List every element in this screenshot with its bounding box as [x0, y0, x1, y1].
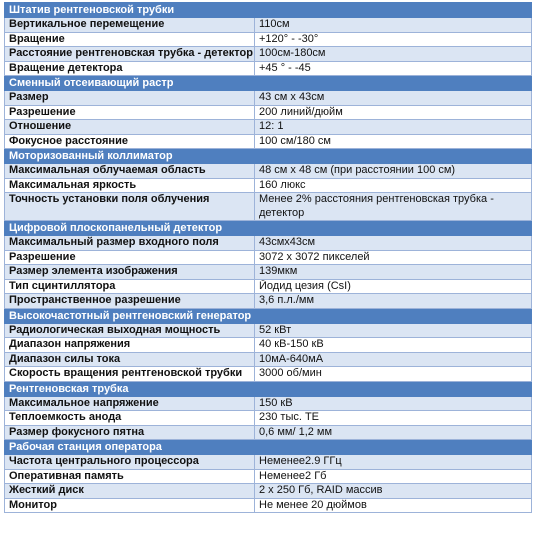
parameter-value: 12: 1	[255, 120, 532, 135]
parameter-label: Скорость вращения рентгеновской трубки	[5, 367, 255, 382]
parameter-label: Радиологическая выходная мощность	[5, 323, 255, 338]
parameter-value: 43смх43см	[255, 236, 532, 251]
section-title: Рабочая станция оператора	[5, 440, 532, 455]
parameter-label: Теплоемкость анода	[5, 411, 255, 426]
parameter-label: Диапазон напряжения	[5, 338, 255, 353]
table-row	[5, 455, 532, 470]
parameter-value: 3072 х 3072 пикселей	[255, 250, 532, 265]
parameter-value: 10мА-640мА	[255, 352, 532, 367]
section-header	[5, 440, 532, 455]
parameter-value: 100см-180см	[255, 47, 532, 62]
parameter-value: 230 тыс. ТЕ	[255, 411, 532, 426]
parameter-label: Частота центрального процессора	[5, 455, 255, 470]
parameter-value: Неменее2.9 ГГц	[255, 455, 532, 470]
parameter-label: Вращение детектора	[5, 61, 255, 76]
table-row	[5, 134, 532, 149]
specifications-body	[5, 3, 532, 513]
table-row	[5, 323, 532, 338]
table-row	[5, 250, 532, 265]
section-title: Штатив рентгеновской трубки	[5, 3, 532, 18]
parameter-label: Максимальная яркость	[5, 178, 255, 193]
parameter-value: 3000 об/мин	[255, 367, 532, 382]
section-header	[5, 308, 532, 323]
parameter-value: +120° - -30°	[255, 32, 532, 47]
table-row	[5, 367, 532, 382]
parameter-value: 139мкм	[255, 265, 532, 280]
table-row	[5, 91, 532, 106]
parameter-value: 100 см/180 см	[255, 134, 532, 149]
parameter-label: Разрешение	[5, 250, 255, 265]
parameter-label: Пространственное разрешение	[5, 294, 255, 309]
table-row	[5, 484, 532, 499]
table-row	[5, 164, 532, 179]
table-row	[5, 396, 532, 411]
parameter-label: Жесткий диск	[5, 484, 255, 499]
section-header	[5, 3, 532, 18]
parameter-label: Максимальная облучаемая область	[5, 164, 255, 179]
parameter-label: Вращение	[5, 32, 255, 47]
table-row	[5, 236, 532, 251]
parameter-value: 2 х 250 Гб, RAID массив	[255, 484, 532, 499]
table-row	[5, 294, 532, 309]
section-title: Сменный отсеивающий растр	[5, 76, 532, 91]
parameter-label: Точность установки поля облучения	[5, 193, 255, 221]
table-row	[5, 47, 532, 62]
table-row	[5, 178, 532, 193]
parameter-label: Размер элемента изображения	[5, 265, 255, 280]
parameter-label: Размер	[5, 91, 255, 106]
parameter-value: 40 кВ-150 кВ	[255, 338, 532, 353]
parameter-value: 48 см х 48 см (при расстоянии 100 см)	[255, 164, 532, 179]
parameter-value: 52 кВт	[255, 323, 532, 338]
section-title: Цифровой плоскопанельный детектор	[5, 221, 532, 236]
parameter-label: Фокусное расстояние	[5, 134, 255, 149]
table-row	[5, 18, 532, 33]
section-header	[5, 381, 532, 396]
parameter-value: Неменее2 Гб	[255, 469, 532, 484]
table-row	[5, 265, 532, 280]
specifications-table	[4, 2, 532, 513]
section-header	[5, 76, 532, 91]
parameter-label: Максимальное напряжение	[5, 396, 255, 411]
section-header	[5, 149, 532, 164]
parameter-value: 3,6 п.л./мм	[255, 294, 532, 309]
table-row	[5, 105, 532, 120]
section-title: Моторизованный коллиматор	[5, 149, 532, 164]
parameter-label: Вертикальное перемещение	[5, 18, 255, 33]
parameter-value: 150 кВ	[255, 396, 532, 411]
table-row	[5, 279, 532, 294]
parameter-value: 110см	[255, 18, 532, 33]
table-row	[5, 61, 532, 76]
parameter-label: Максимальный размер входного поля	[5, 236, 255, 251]
parameter-value: +45 ° - -45	[255, 61, 532, 76]
parameter-label: Расстояние рентгеновская трубка - детектор	[5, 47, 255, 62]
section-header	[5, 221, 532, 236]
table-row	[5, 32, 532, 47]
table-row	[5, 352, 532, 367]
table-row	[5, 193, 532, 221]
parameter-value: Не менее 20 дюймов	[255, 498, 532, 513]
parameter-value: Йодид цезия (CsI)	[255, 279, 532, 294]
table-row	[5, 338, 532, 353]
parameter-value: Менее 2% расстояния рентгеновская трубка - детектор	[255, 193, 532, 221]
parameter-label: Отношение	[5, 120, 255, 135]
parameter-value: 0,6 мм/ 1,2 мм	[255, 425, 532, 440]
table-row	[5, 498, 532, 513]
parameter-value: 200 линий/дюйм	[255, 105, 532, 120]
parameter-label: Монитор	[5, 498, 255, 513]
parameter-value: 43 см х 43см	[255, 91, 532, 106]
parameter-label: Диапазон силы тока	[5, 352, 255, 367]
parameter-label: Тип сцинтиллятора	[5, 279, 255, 294]
table-row	[5, 411, 532, 426]
table-row	[5, 469, 532, 484]
section-title: Рентгеновская трубка	[5, 381, 532, 396]
parameter-value: 160 люкс	[255, 178, 532, 193]
section-title: Высокочастотный рентгеновский генератор	[5, 308, 532, 323]
parameter-label: Оперативная память	[5, 469, 255, 484]
parameter-label: Разрешение	[5, 105, 255, 120]
table-row	[5, 120, 532, 135]
table-row	[5, 425, 532, 440]
parameter-label: Размер фокусного пятна	[5, 425, 255, 440]
